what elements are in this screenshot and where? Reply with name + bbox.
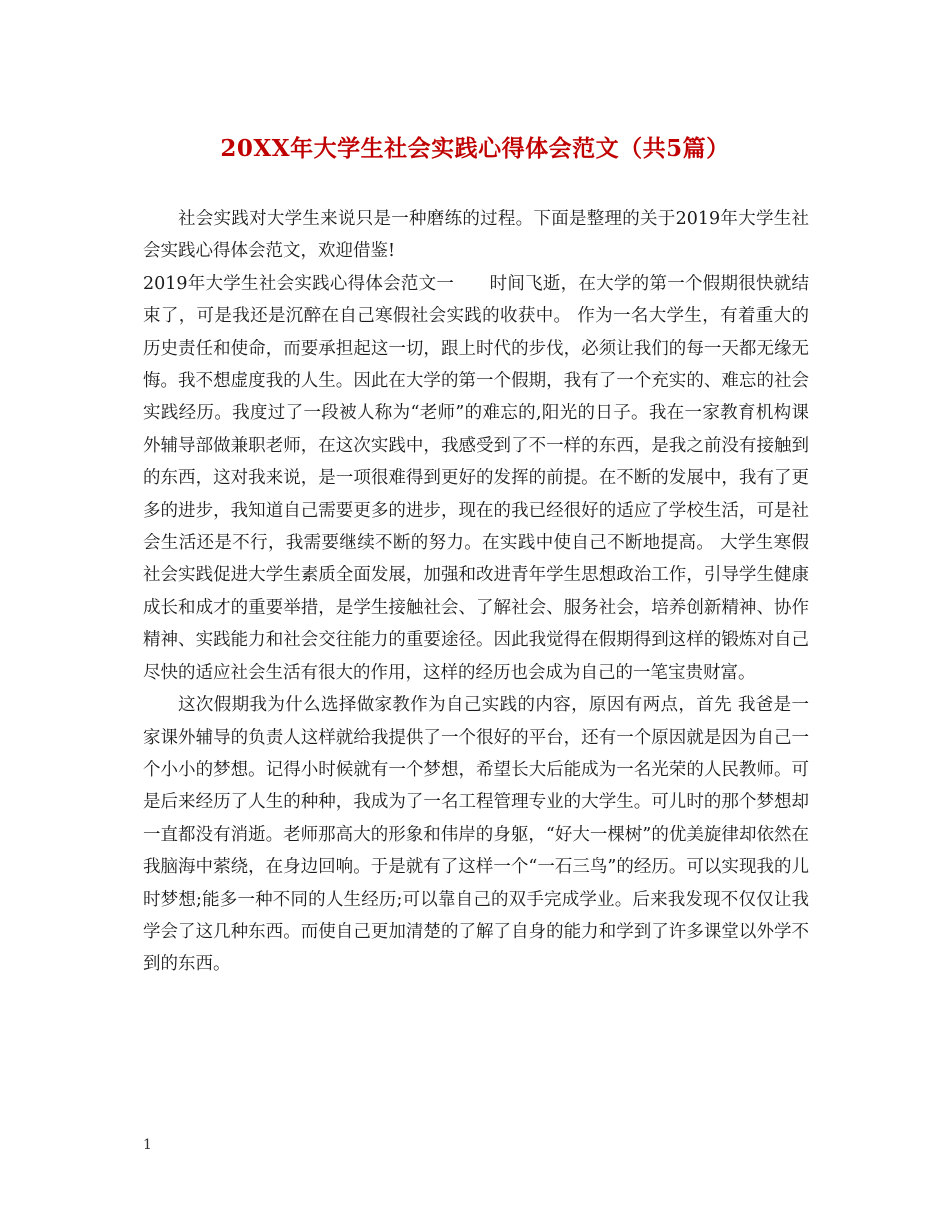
paragraph-essay-one: 2019年大学生社会实践心得体会范文一 时间飞逝，在大学的第一个假期很快就结束了，可是我还是沉醉在自己寒假社会实践的收获中。 作为一名大学生，有着重大的历史责任和使命，而要承担起这一切，跟上时代的步伐，必须让我们的每一天都无缘无悔。我不想虚度我的人生。因此在大学的第一个假期，我有了一个充实的、难忘的社会实践经历。我度过了一段被人称为“老师”的难忘的,阳光的日子。我在一家教育机构课外辅导部做兼职老师，在这次实践中，我感受到了不一样的东西，是我之前没有接触到的东西，这对我来说，是一项很难得到更好的发挥的前提。在不断的发展中，我有了更多的进步，我知道自己需要更多的进步，现在的我已经很好的适应了学校生活，可是社会生活还是不行，我需要继续不断的努力。在实践中使自己不断地提高。 大学生寒假社会实践促进大学生素质全面发展，加强和改进青年学生思想政治工作，引导学生健康成长和成才的重要举措，是学生接触社会、了解社会、服务社会，培养创新精神、协作精神、实践能力和社会交往能力的重要途径。因此我觉得在假期得到这样的锻炼对自己尽快的适应社会生活有很大的作用，这样的经历也会成为自己的一笔宝贵财富。 [143, 273, 809, 683]
document-body [143, 203, 809, 981]
paragraph-intro: 社会实践对大学生来说只是一种磨练的过程。下面是整理的关于2019年大学生社会实践心得体会范文，欢迎借鉴! [143, 209, 809, 262]
document-title: 20XX年大学生社会实践心得体会范文（共5篇） [220, 135, 730, 162]
page-number: 1 [143, 1137, 152, 1153]
paragraph-tutoring-reason: 这次假期我为什么选择做家教作为自己实践的内容，原因有两点，首先 我爸是一家课外辅导的负责人这样就给我提供了一个很好的平台，还有一个原因就是因为自己一个小小的梦想。记得小时候就有一个梦想，希望长大后能成为一名光荣的人民教师。可是后来经历了人生的种种，我成为了一名工程管理专业的大学生。可儿时的那个梦想却一直都没有消逝。老师那高大的形象和伟岸的身躯，“好大一棵树”的优美旋律却依然在我脑海中萦绕，在身边回响。于是就有了这样一个“一石三鸟”的经历。可以实现我的儿时梦想;能多一种不同的人生经历;可以靠自己的双手完成学业。后来我发现不仅仅让我学会了这几种东西。而使自己更加清楚的了解了自身的能力和学到了许多课堂以外学不到的东西。 [143, 695, 809, 975]
